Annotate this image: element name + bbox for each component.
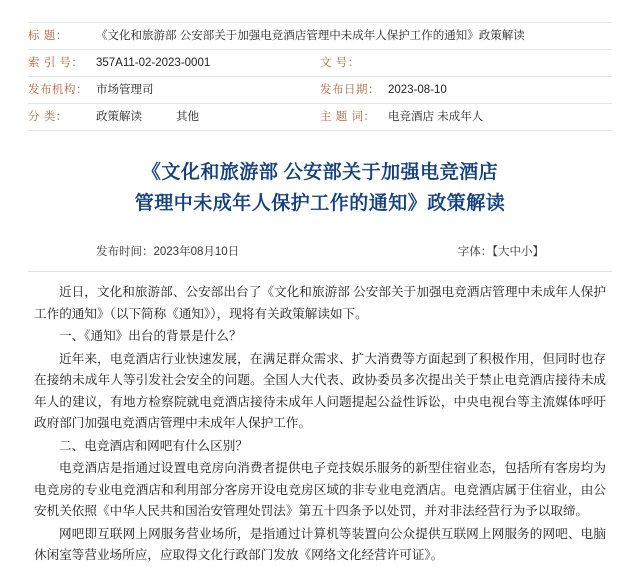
- body-paragraph: 二、电竞酒店和网吧有什么区别？: [59, 438, 248, 453]
- metadata-label-title: 标 题：: [28, 30, 68, 42]
- publish-date-label: 发布时间：: [96, 246, 154, 258]
- metadata-value-category-extra: 其他: [176, 111, 199, 123]
- font-size-group: [458, 243, 544, 259]
- metadata-cell-publish-date: [320, 77, 612, 103]
- metadata-cell-publisher: [28, 77, 320, 103]
- metadata-value-keywords: 电竞酒店 未成年人: [388, 111, 484, 123]
- body-paragraph: 电竞酒店是指通过设置电竞房向消费者提供电子竞技娱乐服务的新型住宿业态，包括所有客房均为电竞房的专业电竞酒店和利用部分客房开设电竞房区域的非专业电竞酒店。电竞酒店属于住宿业，由公安机关依照《中华人民共和国治安管理处罚法》第五十四条予以处罚，并对非法经营行为予以取缔。: [34, 461, 606, 518]
- publish-info-bar: [96, 243, 544, 259]
- metadata-row-publisher: [28, 77, 612, 104]
- metadata-label-publisher: 发布机构：: [28, 84, 88, 96]
- font-size-label: 字体：: [457, 246, 493, 258]
- metadata-value-publisher: 市场管理司: [96, 84, 154, 96]
- metadata-label-publish-date: 发布日期：: [320, 84, 380, 96]
- body-paragraph: 近日，文化和旅游部、公安部出台了《文化和旅游部 公安部关于加强电竞酒店管理中未成年人保护工作的通知》（以下简称《通知》），现将有关政策解读如下。: [34, 285, 606, 321]
- document-body: [34, 282, 606, 567]
- publish-date-group: [96, 243, 239, 259]
- body-paragraph: 近年来，电竞酒店行业快速发展，在满足群众需求、扩大消费等方面起到了积极作用，但同时也存在接纳未成年人等引发社会安全的问题。全国人大代表、政协委员多次提出关于禁止电竞酒店接待未成年人的建议，有地方检察院就电竞酒店接待未成年人问题提起公益性诉讼，中央电视台等主流媒体呼吁政府部门加强电竞酒店管理中未成年人保护工作。: [34, 351, 606, 430]
- document-metadata-table: [0, 0, 640, 141]
- metadata-cell-doc-no: [320, 50, 612, 75]
- header-divider: [28, 271, 612, 272]
- metadata-label-keywords: 主 题 词：: [320, 111, 376, 123]
- metadata-label-doc-no: 文 号：: [320, 57, 360, 69]
- metadata-row-title: [28, 22, 612, 50]
- metadata-value-publish-date: 2023-08-10: [388, 84, 447, 96]
- page-title-line-1: 《文化和旅游部 公安部关于加强电竞酒店: [141, 162, 499, 183]
- metadata-value-title: 《文化和旅游部 公安部关于加强电竞酒店管理中未成年人保护工作的通知》政策解读: [96, 30, 525, 42]
- metadata-value-category: 政策解读: [96, 111, 142, 123]
- page-title: [54, 157, 586, 219]
- metadata-cell-index-no: [28, 50, 320, 76]
- metadata-row-category: [28, 104, 612, 131]
- font-size-options[interactable]: 【大中小】: [492, 246, 544, 258]
- metadata-cell-title: [28, 23, 612, 49]
- metadata-cell-category: [28, 104, 320, 130]
- metadata-value-index-no: 357A11-02-2023-0001: [96, 57, 211, 69]
- metadata-label-category: 分 类：: [28, 111, 68, 123]
- body-paragraph: 一、《通知》出台的背景是什么？: [59, 329, 242, 343]
- metadata-label-index-no: 索 引 号：: [28, 57, 84, 69]
- metadata-row-index: [28, 50, 612, 77]
- page-title-line-2: 管理中未成年人保护工作的通知》政策解读: [134, 193, 506, 214]
- body-paragraph: 网吧即互联网上网服务营业场所，是指通过计算机等装置向公众提供互联网上网服务的网吧、电脑休闲室等营业场所应，应取得文化行政部门发放《网络文化经营许可证》。: [34, 526, 606, 562]
- publish-date-value: 2023年08月10日: [153, 246, 240, 258]
- metadata-cell-keywords: [320, 104, 612, 130]
